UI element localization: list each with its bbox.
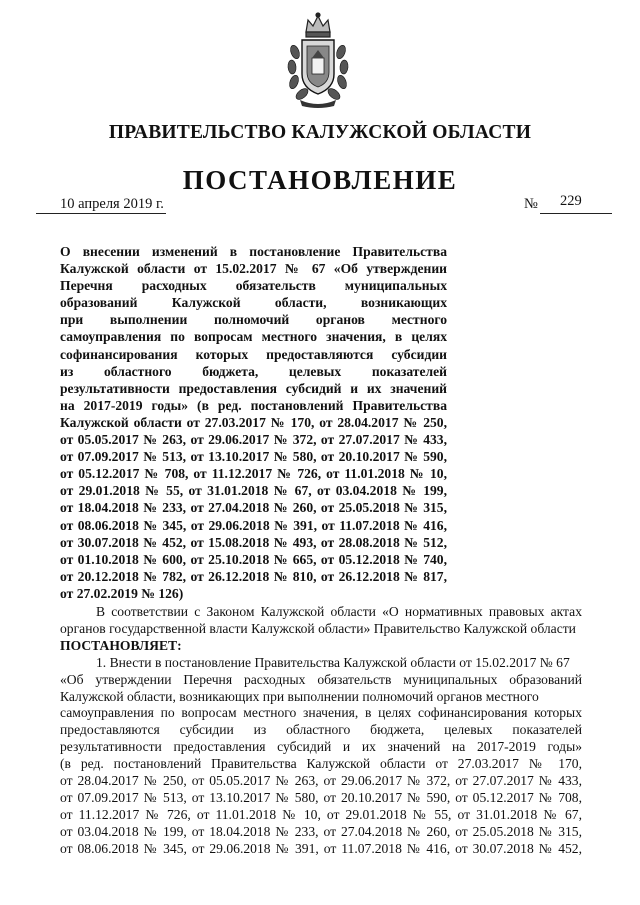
title-line: Калужской области от 15.02.2017 № 67 «Об утверждении [60, 261, 447, 277]
title-line: на 2017-2019 годы» (в ред. постановлений Правительства [60, 397, 447, 413]
document-number: 229 [560, 193, 582, 209]
government-title: ПРАВИТЕЛЬСТВО КАЛУЖСКОЙ ОБЛАСТИ [108, 122, 532, 143]
title-line: от 07.09.2017 № 513, от 13.10.2017 № 580, от 20.10.2017 № 590, [60, 449, 447, 465]
title-line: самоуправления по вопросам местного значения, в целях [60, 329, 447, 345]
title-line: Перечня расходных обязательств муниципальных [60, 278, 447, 294]
preamble-line: органов государственной власти Калужской области» Правительство Калужской области [60, 620, 576, 636]
item-line: от 28.04.2017 № 250, от 05.05.2017 № 263, от 29.06.2017 № 372, от 27.07.2017 № 433, [60, 773, 582, 789]
preamble-line: В соответствии с Законом Калужской области «О нормативных правовых актах [96, 604, 582, 619]
title-line: от 18.04.2018 № 233, от 27.04.2018 № 260, от 25.05.2018 № 315, [60, 500, 447, 516]
resolution-body [60, 604, 582, 858]
title-line: от 29.01.2018 № 55, от 31.01.2018 № 67, от 03.04.2018 № 199, [60, 483, 447, 499]
document-type: ПОСТАНОВЛЕНИЕ [182, 165, 458, 195]
title-line: от 08.06.2018 № 345, от 29.06.2018 № 391, от 11.07.2018 № 416, [60, 517, 447, 533]
item-line: от 03.04.2018 № 199, от 18.04.2018 № 233, от 27.04.2018 № 260, от 25.05.2018 № 315, [60, 823, 582, 839]
title-line: Калужской области от 27.03.2017 № 170, от 28.04.2017 № 250, [60, 414, 447, 430]
item-line: самоуправления по вопросам местного значения, в целях софинансирования которых [60, 705, 582, 721]
title-line: от 30.07.2018 № 452, от 15.08.2018 № 493, от 28.08.2018 № 512, [60, 534, 447, 550]
title-line: от 05.12.2017 № 708, от 11.12.2017 № 726, от 11.01.2018 № 10, [60, 466, 447, 482]
item-line: результативности предоставления субсидий и их значений на 2017-2019 годы» [60, 739, 582, 755]
document-number-line [540, 193, 612, 214]
title-line: образований Калужской области, возникающих [60, 295, 447, 311]
decree-word: ПОСТАНОВЛЯЕТ: [60, 637, 182, 653]
title-line: О внесении изменений в постановление Правительства [60, 244, 447, 259]
title-line: софинансирования которых предоставляются субсидии [60, 346, 447, 362]
item-line: (в ред. постановлений Правительства Калужской области от 27.03.2017 № 170, [60, 756, 582, 772]
document-date: 10 апреля 2019 г. [60, 196, 164, 212]
number-sign: № [524, 196, 538, 212]
title-line: из областного бюджета, целевых показателей [60, 363, 447, 379]
title-line: от 01.10.2018 № 600, от 25.10.2018 № 665, от 05.12.2018 № 740, [60, 551, 447, 567]
title-line: от 20.12.2018 № 782, от 26.12.2018 № 810, от 26.12.2018 № 817, [60, 568, 447, 584]
title-line: от 05.05.2017 № 263, от 29.06.2017 № 372, от 27.07.2017 № 433, [60, 432, 447, 448]
coat-of-arms-emblem [282, 12, 354, 110]
item-line: 1. Внести в постановление Правительства Калужской области от 15.02.2017 № 67 [96, 654, 570, 670]
item-line: «Об утверждении Перечня расходных обязательств муниципальных образований [60, 671, 582, 687]
document-date-line [36, 197, 166, 214]
title-line: результативности предоставления субсидий и их значений [60, 380, 447, 396]
item-line: от 08.06.2018 № 345, от 29.06.2018 № 391, от 11.07.2018 № 416, от 30.07.2018 № 452, [60, 840, 582, 856]
item-line: Калужской области, возникающих при выполнении полномочий органов местного [60, 688, 539, 704]
resolution-title [60, 243, 447, 602]
item-line: от 07.09.2017 № 513, от 13.10.2017 № 580, от 20.10.2017 № 590, от 05.12.2017 № 708, [60, 789, 582, 805]
title-line: от 27.02.2019 № 126) [60, 585, 184, 601]
item-line: от 11.12.2017 № 726, от 11.01.2018 № 10, от 29.01.2018 № 55, от 31.01.2018 № 67, [60, 806, 582, 822]
title-line: при выполнении полномочий органов местного [60, 312, 447, 328]
item-line: предоставляются субсидии из областного бюджета, целевых показателей [60, 722, 582, 738]
